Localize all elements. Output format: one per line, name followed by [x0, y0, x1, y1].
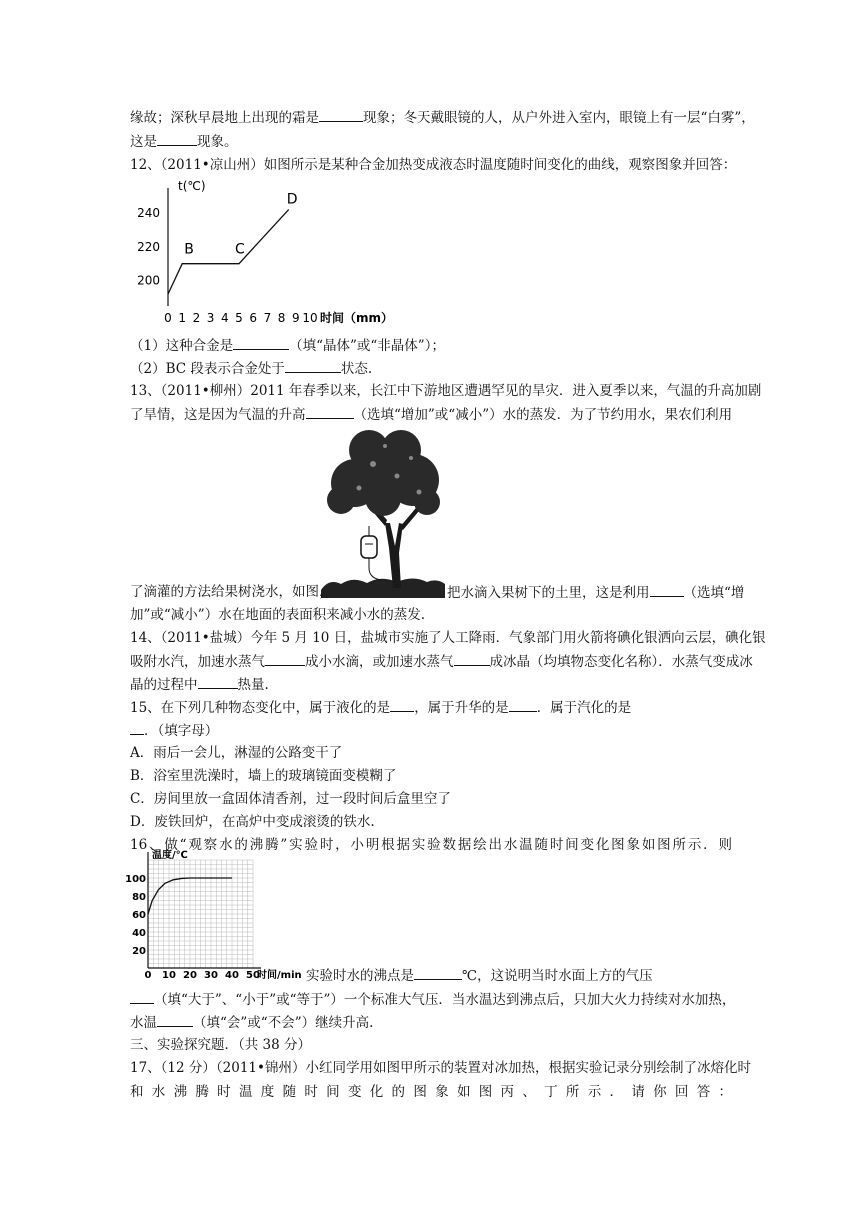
q13-line3	[130, 583, 333, 601]
q13-line1: 13、（2011•柳州）2011 年春季以来，长江中下游地区遭遇罕见的旱灾．进入夏季以来，气温的升高加剧	[130, 383, 762, 399]
point-label: C	[235, 241, 245, 258]
q13-text3c: （选填“增	[683, 585, 745, 601]
q16-line4	[130, 1013, 373, 1032]
x-tick-label: 0	[144, 970, 152, 981]
q11-blank1[interactable]	[319, 108, 363, 122]
q12-sub2a: （2）BC 段表示合金处于	[130, 361, 285, 377]
point-label: D	[286, 191, 298, 208]
y-tick-label: 240	[137, 205, 160, 220]
q16-line1: 16、做“观察水的沸腾”实验时，小明根据实验数据绘出水温随时间变化图象如图所示．则	[130, 837, 732, 853]
x-tick-label: 40	[225, 970, 239, 981]
q14-line3	[130, 675, 269, 694]
q12-sub1	[130, 336, 445, 355]
section3-heading: 三、实验探究题．（共 38 分）	[130, 1037, 312, 1053]
q12-sub1a: （1）这种合金是	[130, 338, 234, 354]
q14-line1: 14、（2011•盐城）今年 5 月 10 日，盐城市实施了人工降雨．气象部门用火箭将碘化银洒向云层，碘化银	[130, 630, 766, 646]
y-axis-label: t(℃)	[178, 179, 206, 193]
q13-line3-right	[447, 583, 744, 602]
y-tick-label: 20	[132, 946, 146, 957]
point-label: B	[184, 241, 194, 258]
y-tick-label: 40	[132, 928, 146, 939]
x-tick-label: 9	[291, 311, 300, 325]
q12-sub2	[130, 359, 372, 378]
q15-option-b: B．浴室里洗澡时，墙上的玻璃镜面变模糊了	[130, 768, 397, 784]
y-tick-label: 220	[137, 239, 160, 254]
q17-line1: 17、（12 分）（2011•锦州）小红同学用如图甲所示的装置对冰加热，根据实验记录分别绘制了冰熔化时	[130, 1060, 751, 1076]
q13-blank1[interactable]	[306, 405, 354, 419]
q15-option-c: C．房间里放一盒固体清香剂，过一段时间后盒里空了	[130, 791, 451, 807]
q12-sub1b: （填“晶体”或“非晶体”）；	[289, 338, 445, 354]
q16-text2a: 实验时水的沸点是	[306, 968, 414, 984]
q15-line1	[130, 698, 631, 717]
x-tick-label: 10	[162, 970, 176, 981]
q12-stem: 12、（2011•凉山州）如图所示是某种合金加热变成液态时温度随时间变化的曲线，观察图象并回答：	[130, 157, 737, 173]
q17-line2: 和水沸腾时温度随时间变化的图象如图丙、丁所示．请你回答：	[130, 1084, 732, 1100]
q13-line2	[130, 405, 732, 424]
q15-blank1[interactable]	[390, 698, 414, 712]
q15-text2: ．（填字母）	[144, 723, 219, 739]
q14-text2c: 成冰晶（均填物态变化名称）．水蒸气变成冰	[489, 654, 753, 670]
q11-line1	[130, 108, 755, 127]
q15-line2	[130, 721, 218, 740]
q16-blank2[interactable]	[130, 990, 154, 1004]
y-tick-label: 100	[125, 874, 146, 885]
x-tick-label: 2	[192, 311, 201, 325]
alloy-heating-chart	[130, 178, 394, 328]
q15-blank2[interactable]	[509, 698, 537, 712]
x-tick-label: 1	[178, 311, 187, 325]
q14-blank3[interactable]	[198, 675, 238, 689]
y-axis-label: 温度/℃	[152, 850, 188, 861]
x-tick-label: 5	[235, 311, 243, 325]
x-tick-label: 50	[246, 970, 260, 981]
q16-text3: （填“大于”、“小于”或“等于”）一个标准大气压．当水温达到沸点后，只加大火力持续对水加热，	[154, 992, 736, 1008]
q16-line3	[130, 990, 735, 1009]
q16-blank3[interactable]	[157, 1013, 193, 1027]
q16-text4a: 水温	[130, 1015, 157, 1031]
x-tick-label: 8	[277, 311, 286, 325]
x-tick-label: 30	[204, 970, 218, 981]
q11-text2a: 这是	[130, 134, 157, 150]
q12-sub2b: 状态.	[340, 361, 373, 377]
q16-text4b: （填“会”或“不会”）继续升高.	[193, 1015, 374, 1031]
q13-text2b: （选填“增加”或“减小”）水的蒸发．为了节约用水，果农们利用	[353, 407, 733, 423]
y-tick-label: 80	[132, 892, 146, 903]
q14-text2b: 成小水滴，或加速水蒸气	[305, 654, 454, 670]
fruit-tree-drip-irrigation-illustration	[319, 428, 447, 598]
x-tick-label: 3	[206, 311, 215, 325]
x-tick-label: 0	[164, 311, 172, 325]
q15-text1a: 15、在下列几种物态变化中，属于液化的是	[130, 700, 391, 716]
q12-blank1[interactable]	[233, 336, 289, 350]
q12-blank2[interactable]	[285, 359, 341, 373]
x-tick-label: 7	[263, 311, 272, 325]
y-tick-label: 60	[132, 910, 146, 921]
q11-text1b: 现象；冬天戴眼镜的人，从户外进入室内，眼镜上有一层“白雾”，	[363, 110, 755, 126]
q13-text3a: 了滴灌的方法给果树浇水，如图，	[130, 584, 333, 600]
q13-line4: 加”或“减小”）水在地面的表面积来减小水的蒸发.	[130, 607, 425, 623]
q14-blank2[interactable]	[454, 652, 490, 666]
q14-text2a: 吸附水汽，加速水蒸气	[130, 654, 265, 670]
q16-text2b: ℃，这说明当时水面上方的气压	[462, 968, 653, 984]
q16-line2	[306, 966, 653, 985]
q13-text2a: 了旱情，这是因为气温的升高	[130, 407, 306, 423]
q15-option-a: A．雨后一会儿，淋湿的公路变干了	[130, 745, 343, 761]
q11-line2	[130, 132, 238, 151]
x-tick-label: 4	[220, 311, 229, 325]
q15-text1b: ，属于升华的是	[414, 700, 509, 716]
water-boiling-chart	[125, 848, 308, 981]
x-axis-label: 时间（mm）	[320, 311, 394, 325]
q11-text1a: 缘故；深秋早晨地上出现的霜是	[130, 110, 319, 126]
x-tick-label: 20	[183, 970, 197, 981]
x-tick-label: 6	[249, 311, 258, 325]
y-tick-label: 200	[137, 273, 160, 288]
q15-blank3[interactable]	[130, 721, 144, 735]
q14-text3b: 热量.	[237, 677, 269, 693]
q11-blank2[interactable]	[157, 132, 197, 146]
q13-text3b: 把水滴入果树下的土里，这是利用	[447, 585, 650, 601]
q15-option-d: D．废铁回炉，在高炉中变成滚烫的铁水.	[130, 814, 375, 830]
q14-blank1[interactable]	[265, 652, 305, 666]
x-axis-label: 时间/min	[257, 970, 302, 981]
q14-text3a: 晶的过程中	[130, 677, 198, 693]
q15-text1c: ．属于汽化的是	[536, 700, 632, 716]
q16-blank1[interactable]	[414, 966, 462, 980]
q14-line2	[130, 652, 753, 671]
x-tick-label: 10	[302, 311, 318, 325]
q11-text2b: 现象。	[197, 134, 238, 150]
q13-blank2[interactable]	[650, 583, 684, 597]
